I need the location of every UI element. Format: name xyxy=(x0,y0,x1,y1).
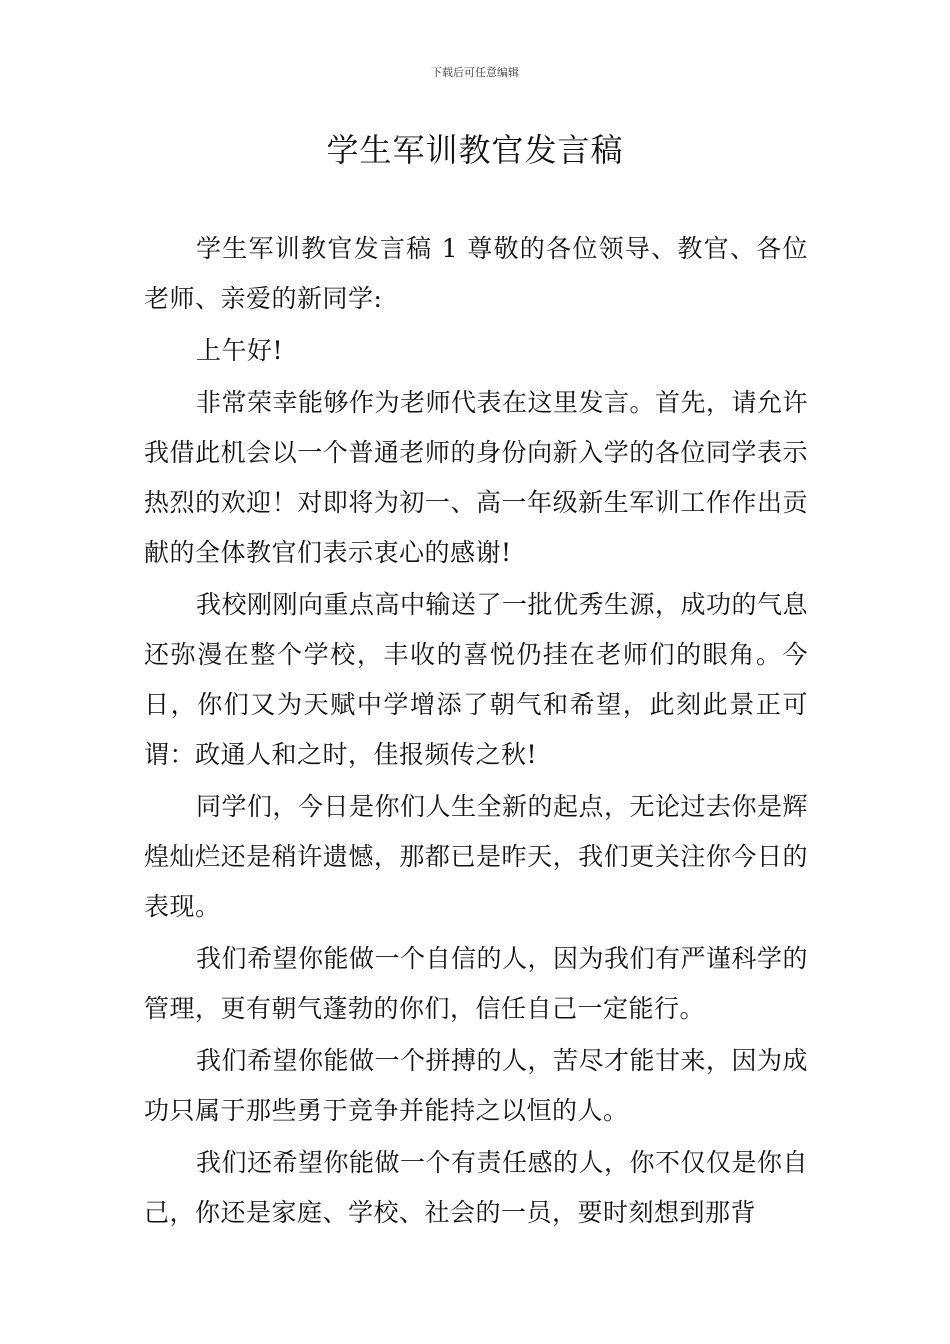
paragraph: 同学们，今日是你们人生全新的起点，无论过去你是辉煌灿烂还是稍许遗憾，那都已是昨天，我们更关注你今日的表现。 xyxy=(144,792,809,921)
document-title: 学生军训教官发言稿 xyxy=(326,131,624,169)
paragraph: 学生军训教官发言稿 1 尊敬的各位领导、教官、各位老师、亲爱的新同学: xyxy=(144,234,808,313)
paragraph: 我校刚刚向重点高中输送了一批优秀生源，成功的气息还弥漫在整个学校，丰收的喜悦仍挂在老师们的眼角。今日，你们又为天赋中学增添了朝气和希望，此刻此景正可谓：政通人和之时，佳报频传之秋! xyxy=(144,590,809,769)
paragraph: 非常荣幸能够作为老师代表在这里发言。首先，请允许我借此机会以一个普通老师的身份向新入学的各位同学表示热烈的欢迎！对即将为初一、高一年级新生军训工作作出贡献的全体教官们表示衷心的感谢! xyxy=(144,388,809,567)
paragraph: 上午好! xyxy=(196,336,284,365)
paragraph: 我们还希望你能做一个有责任感的人，你不仅仅是你自己，你还是家庭、学校、社会的一员，要时刻想到那背 xyxy=(144,1148,809,1227)
header-note: 下载后可任意编辑 xyxy=(431,66,519,79)
paragraph: 我们希望你能做一个自信的人，因为我们有严谨科学的管理，更有朝气蓬勃的你们，信任自己一定能行。 xyxy=(144,944,809,1023)
paragraph: 我们希望你能做一个拼搏的人，苦尽才能甘来，因为成功只属于那些勇于竞争并能持之以恒的人。 xyxy=(144,1046,809,1125)
document-body xyxy=(144,224,808,1240)
